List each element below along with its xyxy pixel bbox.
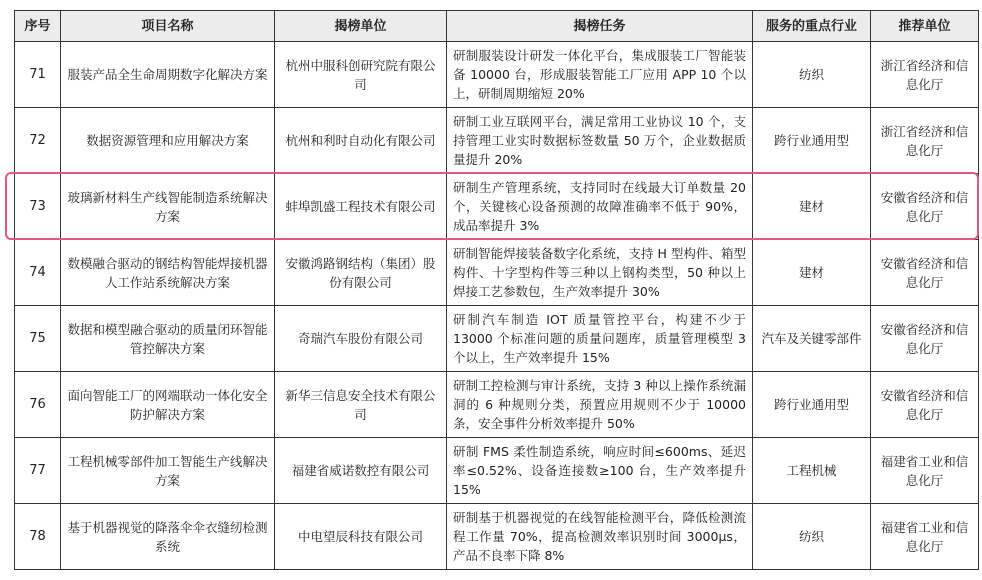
cell-unit: 杭州和利时自动化有限公司 <box>275 108 447 174</box>
cell-seq: 78 <box>15 504 61 570</box>
cell-task: 研制智能焊接装备数字化系统，支持 H 型构件、箱型构件、十字型构件等三种以上钢构类型，50 种以上焊接工艺参数包，生产效率提升 30% <box>447 240 753 306</box>
cell-seq: 74 <box>15 240 61 306</box>
cell-recommender: 安徽省经济和信息化厅 <box>871 372 979 438</box>
cell-industry: 纺织 <box>753 504 871 570</box>
cell-name: 数据和模型融合驱动的质量闭环智能管控解决方案 <box>61 306 275 372</box>
cell-name: 服装产品全生命周期数字化解决方案 <box>61 42 275 108</box>
header-task: 揭榜任务 <box>447 11 753 42</box>
header-industry: 服务的重点行业 <box>753 11 871 42</box>
cell-industry: 跨行业通用型 <box>753 108 871 174</box>
cell-task: 研制 FMS 柔性制造系统，响应时间≤600ms、延迟率≤0.52%、设备连接数≥100 台，生产效率提升 15% <box>447 438 753 504</box>
header-recommender: 推荐单位 <box>871 11 979 42</box>
table-row <box>15 240 979 306</box>
cell-recommender: 福建省工业和信息化厅 <box>871 504 979 570</box>
table-row <box>15 306 979 372</box>
header-row <box>15 11 979 42</box>
cell-recommender: 安徽省经济和信息化厅 <box>871 306 979 372</box>
cell-unit: 蚌埠凯盛工程技术有限公司 <box>275 174 447 240</box>
cell-seq: 73 <box>15 174 61 240</box>
cell-industry: 跨行业通用型 <box>753 372 871 438</box>
cell-task: 研制服装设计研发一体化平台，集成服装工厂智能装备 10000 台，形成服装智能工厂应用 APP 10 个以上，研制周期缩短 20% <box>447 42 753 108</box>
cell-unit: 中电望辰科技有限公司 <box>275 504 447 570</box>
cell-name: 玻璃新材料生产线智能制造系统解决方案 <box>61 174 275 240</box>
cell-seq: 75 <box>15 306 61 372</box>
cell-recommender: 安徽省经济和信息化厅 <box>871 174 979 240</box>
cell-name: 数模融合驱动的钢结构智能焊接机器人工作站系统解决方案 <box>61 240 275 306</box>
cell-seq: 71 <box>15 42 61 108</box>
cell-name: 面向智能工厂的网端联动一体化安全防护解决方案 <box>61 372 275 438</box>
cell-task: 研制汽车制造 IOT 质量管控平台，构建不少于 13000 个标准问题的质量问题库，质量管理模型 3 个以上，生产效率提升 15% <box>447 306 753 372</box>
table-row <box>15 438 979 504</box>
cell-industry: 纺织 <box>753 42 871 108</box>
cell-recommender: 浙江省经济和信息化厅 <box>871 42 979 108</box>
cell-unit: 福建省威诺数控有限公司 <box>275 438 447 504</box>
cell-task: 研制基于机器视觉的在线智能检测平台，降低检测流程工作量 70%，提高检测效率识别时间 3000μs，产品不良率下降 8% <box>447 504 753 570</box>
header-seq: 序号 <box>15 11 61 42</box>
cell-unit: 新华三信息安全技术有限公司 <box>275 372 447 438</box>
header-unit: 揭榜单位 <box>275 11 447 42</box>
table-row-highlighted <box>15 174 979 240</box>
cell-recommender: 安徽省经济和信息化厅 <box>871 240 979 306</box>
cell-industry: 建材 <box>753 240 871 306</box>
cell-unit: 安徽鸿路钢结构（集团）股份有限公司 <box>275 240 447 306</box>
cell-task: 研制工控检测与审计系统，支持 3 种以上操作系统漏洞的 6 种规则分类，预置应用规则不少于 10000 条，安全事件分析效率提升 50% <box>447 372 753 438</box>
cell-name: 数据资源管理和应用解决方案 <box>61 108 275 174</box>
cell-seq: 76 <box>15 372 61 438</box>
cell-task: 研制生产管理系统，支持同时在线最大订单数量 20 个，关键核心设备预测的故障准确率不低于 90%，成品率提升 3% <box>447 174 753 240</box>
cell-task: 研制工业互联网平台，满足常用工业协议 10 个，支持管理工业实时数据标签数量 50 万个，企业数据质量提升 20% <box>447 108 753 174</box>
table-row <box>15 108 979 174</box>
cell-industry: 工程机械 <box>753 438 871 504</box>
cell-industry: 汽车及关键零部件 <box>753 306 871 372</box>
cell-seq: 72 <box>15 108 61 174</box>
table-row <box>15 504 979 570</box>
table-row <box>15 42 979 108</box>
cell-unit: 奇瑞汽车股份有限公司 <box>275 306 447 372</box>
cell-seq: 77 <box>15 438 61 504</box>
cell-unit: 杭州中服科创研究院有限公司 <box>275 42 447 108</box>
cell-recommender: 福建省工业和信息化厅 <box>871 438 979 504</box>
cell-name: 基于机器视觉的降落伞伞衣缝纫检测系统 <box>61 504 275 570</box>
project-table <box>14 10 979 570</box>
cell-name: 工程机械零部件加工智能生产线解决方案 <box>61 438 275 504</box>
cell-industry: 建材 <box>753 174 871 240</box>
table-row <box>15 372 979 438</box>
cell-recommender: 浙江省经济和信息化厅 <box>871 108 979 174</box>
header-name: 项目名称 <box>61 11 275 42</box>
